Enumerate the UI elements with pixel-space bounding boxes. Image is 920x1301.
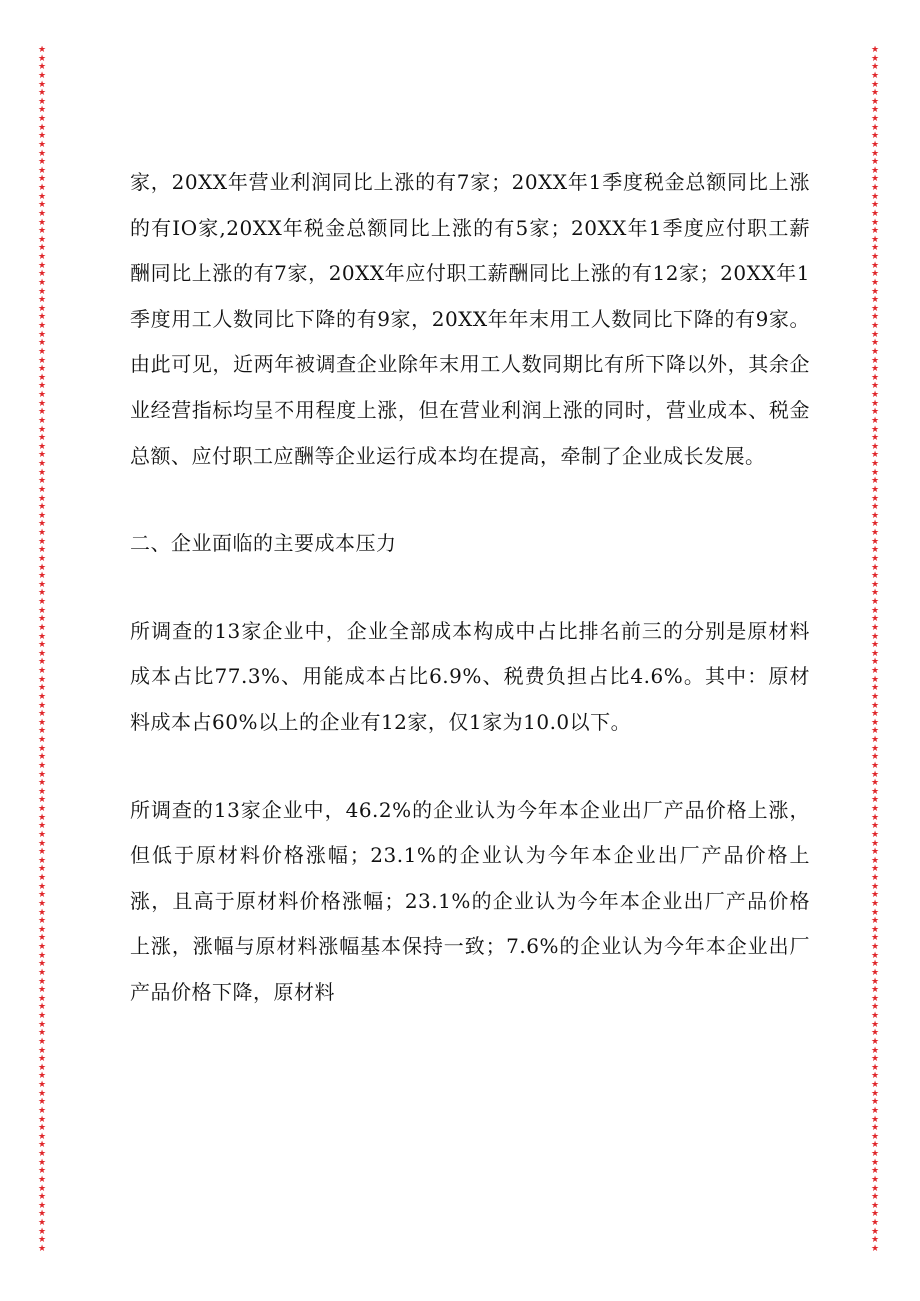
- right-star-border: ★ ★ ★ ★ ★ ★ ★ ★ ★ ★ ★ ★ ★ ★ ★ ★ ★ ★ ★ ★ ★ ★ ★ ★ ★ ★ ★ ★ ★ ★ ★ ★ ★ ★ ★ ★ ★ ★ ★ ★ ★ ★ ★ ★ ★ ★ ★ ★ ★ ★ ★ ★ ★ ★ ★ ★ ★ ★ ★ ★ ★ ★ ★ ★ ★ ★ ★ ★ ★ ★ ★ ★ ★ ★ ★ ★ ★ ★ ★ ★ ★ ★ ★ ★ ★ ★ ★ ★ ★ ★ ★ ★ ★ ★ ★ ★ ★ ★ ★ ★ ★ ★ ★ ★ ★ ★ ★ ★ ★ ★ ★ ★ ★ ★ ★ ★ ★ ★ ★ ★ ★ ★ ★ ★ ★ ★ ★ ★ ★ ★ ★ ★ ★ ★ ★ ★ ★ ★ ★ ★: [870, 46, 880, 1254]
- paragraph-operating-indicators: 家，20XX年营业利润同比上涨的有7家；20XX年1季度税金总额同比上涨的有IO家,20XX年税金总额同比上涨的有5家；20XX年1季度应付职工薪酬同比上涨的有7家，20XX年应付职工薪酬同比上涨的有12家；20XX年1季度用工人数同比下降的有9家，20XX年年末用工人数同比下降的有9家。由此可见，近两年被调查企业除年末用工人数同期比有所下降以外，其余企业经营指标均呈不用程度上涨，但在营业利润上涨的同时，营业成本、税金总额、应付职工应酬等企业运行成本均在提高，牵制了企业成长发展。: [130, 170, 810, 468]
- paragraph-product-prices: 所调查的13家企业中，46.2%的企业认为今年本企业出厂产品价格上涨，但低于原材料价格涨幅；23.1%的企业认为今年本企业出厂产品价格上涨，且高于原材料价格涨幅；23.1%的企业认为今年本企业出厂产品价格上涨，涨幅与原材料涨幅基本保持一致；7.6%的企业认为今年本企业出厂产品价格下降，原材料: [130, 797, 810, 1004]
- document-body: [130, 160, 810, 1016]
- paragraph-cost-structure: 所调查的13家企业中，企业全部成本构成中占比排名前三的分别是原材料成本占比77.3%、用能成本占比6.9%、税费负担占比4.6%。其中：原材料成本占60%以上的企业有12家，仅1家为10.0以下。: [130, 618, 810, 734]
- section-heading-cost-pressure: 二、企业面临的主要成本压力: [130, 531, 397, 556]
- left-star-border: ★ ★ ★ ★ ★ ★ ★ ★ ★ ★ ★ ★ ★ ★ ★ ★ ★ ★ ★ ★ ★ ★ ★ ★ ★ ★ ★ ★ ★ ★ ★ ★ ★ ★ ★ ★ ★ ★ ★ ★ ★ ★ ★ ★ ★ ★ ★ ★ ★ ★ ★ ★ ★ ★ ★ ★ ★ ★ ★ ★ ★ ★ ★ ★ ★ ★ ★ ★ ★ ★ ★ ★ ★ ★ ★ ★ ★ ★ ★ ★ ★ ★ ★ ★ ★ ★ ★ ★ ★ ★ ★ ★ ★ ★ ★ ★ ★ ★ ★ ★ ★ ★ ★ ★ ★ ★ ★ ★ ★ ★ ★ ★ ★ ★ ★ ★ ★ ★ ★ ★ ★ ★ ★ ★ ★ ★ ★ ★ ★ ★ ★ ★ ★ ★ ★ ★ ★ ★ ★ ★: [37, 46, 47, 1254]
